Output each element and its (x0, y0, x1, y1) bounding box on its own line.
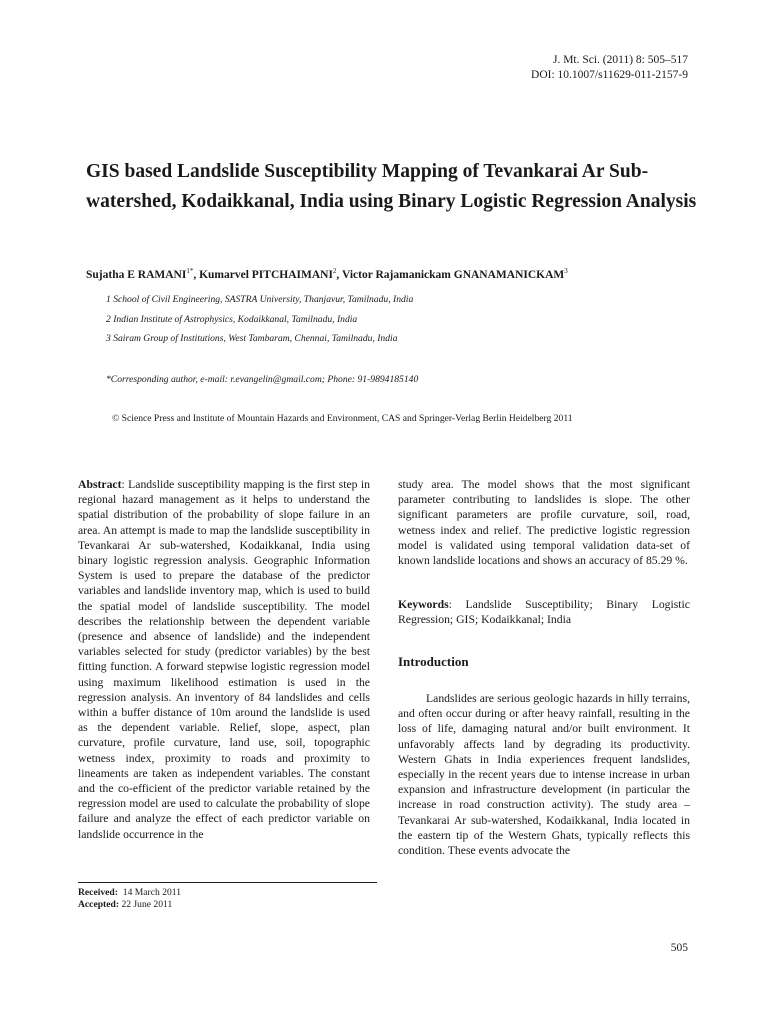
accepted-value: 22 June 2011 (121, 899, 173, 910)
section-heading-introduction: Introduction (398, 654, 469, 669)
paper-title: GIS based Landslide Susceptibility Mapping of Tevankarai Ar Sub-watershed, Kodaikkanal, India using Binary Logistic Regression Analysis (86, 161, 697, 212)
accepted-date (78, 899, 172, 910)
keywords (398, 597, 690, 627)
author-list: Sujatha E $RAMANI^{1*}$, Kumarvel PITCHAIMANI$^2$, Victor Rajamanickam GNANAMANICKAM$^3$ (86, 267, 568, 281)
corresponding-author: *Corresponding author, e-mail: r.evangelin@gmail.com; Phone: 91-9894185140 (106, 374, 419, 385)
author-name: Sujatha E RAMANI (86, 268, 187, 281)
footnote-divider (78, 882, 377, 883)
received-date (78, 887, 181, 898)
keywords-label: Keywords (398, 598, 449, 611)
copyright-notice: © Science Press and Institute of Mountain Hazards and Environment, CAS and Springer-Verlag Berlin Heidelberg 2011 (112, 413, 573, 424)
introduction-text: Landslides are serious geologic hazards in hilly terrains, and often occur during or after heavy rainfall, resulting in the loss of life, damaging natural and/or built environment. It unfavorably affects land by degrading its productivity. Western Ghats in India experiences frequent landslides, especially in the recent years due to intense increase in urban expansion and infrastructure development (in particular the increase in road construction activity). The study area – Tevankarai Ar sub-watershed, Kodaikkanal, India located in the eastern tip of the Western Ghats, typically reflects this condition. These events advocate the (398, 692, 690, 858)
accepted-label: Accepted: (78, 899, 120, 910)
abstract-continuation: study area. The model shows that the most significant parameter contributing to landslides is slope. The other significant parameters are profile curvature, soil, road, wetness index and relief. The predictive logistic regression model is validated using temporal validation data-set of known landslide locations and shows an accuracy of 85.29 %. (398, 478, 690, 568)
affiliation: 1 School of Civil Engineering, SASTRA University, Thanjavur, Tamilnadu, India (106, 294, 414, 305)
abstract (78, 477, 370, 842)
author-name: Kumarvel PITCHAIMANI (199, 268, 333, 281)
keywords-text: : Landslide Susceptibility; Binary Logistic Regression; GIS; Kodaikkanal; India (398, 598, 690, 627)
author-name: Victor Rajamanickam GNANAMANICKAM (341, 268, 565, 281)
author-affiliation-mark: 3 (564, 267, 568, 275)
abstract-text: : Landslide susceptibility mapping is the first step in regional hazard management as it helps to understand the spatial distribution of the probability of slope failure in an area. An attempt is made to map the landslide susceptibility in Tevankarai Ar sub-watershed, Kodaikkanal, India using binary logistic regression analysis. Geographic Information System is used to prepare the database of the predictor variables and landslide inventory map, which is used to build the spatial model of landslide susceptibility. The model describes the relationship between the dependent variable (presence and absence of landslide) and the independent variables selected for study (predictor variables) by the best fitting function. A forward stepwise logistic regression model using maximum likelihood estimation is used in the regression analysis. An inventory of 84 landslides and cells within a buffer distance of 10m around the landslide is used as the dependent variable. Relief, slope, aspect, plan curvature, profile curvature, land use, soil, topographic wetness index, proximity to roads and proximity to lineaments are taken as independent variables. The constant and the co-efficient of the predictor variable retained by the regression model are used to calculate the probability of slope failure and analyze the effect of each predictor variable on landslide occurrence in the (78, 478, 370, 841)
author-affiliation-mark: 1* (186, 267, 194, 275)
received-value: 14 March 2011 (122, 887, 182, 898)
journal-doi: DOI: 10.1007/s11629-011-2157-9 (531, 69, 688, 81)
journal-citation: J. Mt. Sci. (2011) 8: 505–517 (552, 54, 688, 66)
affiliation: 3 Sairam Group of Institutions, West Tambaram, Chennai, Tamilnadu, India (106, 333, 398, 344)
page-number: 505 (670, 942, 688, 954)
received-label: Received: (78, 887, 118, 898)
affiliation: 2 Indian Institute of Astrophysics, Kodaikkanal, Tamilnadu, India (106, 314, 358, 325)
abstract-label: Abstract (78, 478, 122, 491)
author-affiliation-mark: 2 (332, 267, 337, 275)
